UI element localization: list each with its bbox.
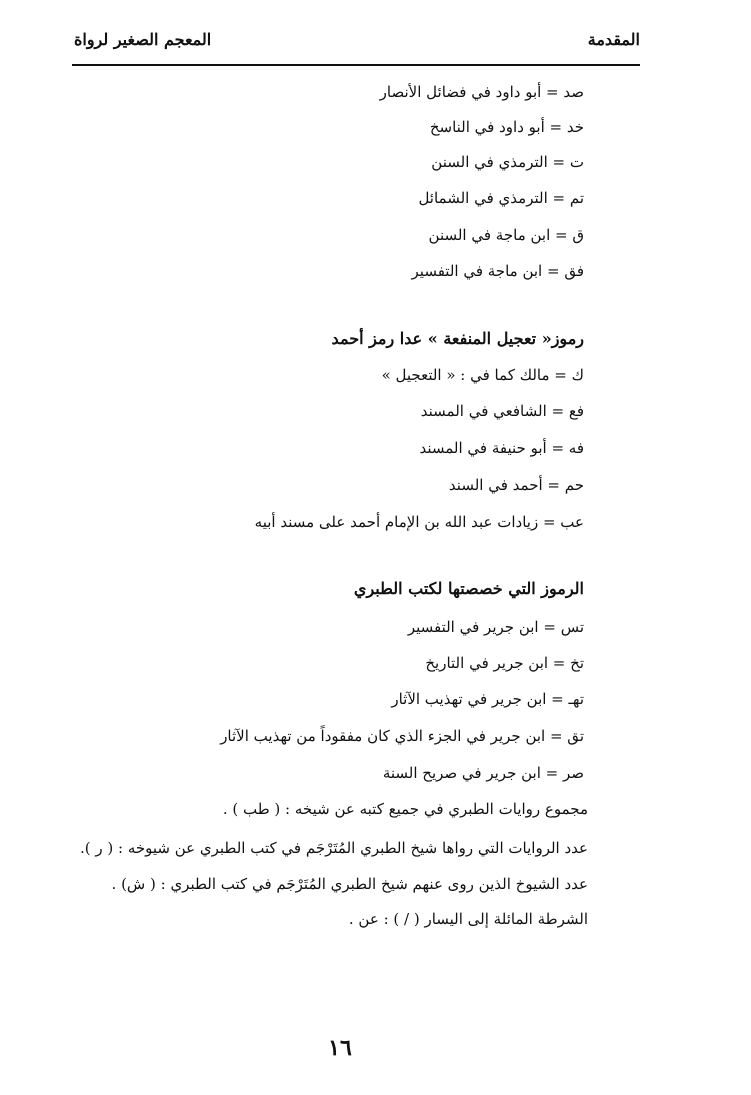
abbreviation-line: تخ = ابن جرير في التاريخ [425, 654, 584, 672]
abbreviation-line: صد = أبو داود في فضائل الأنصار [379, 83, 584, 101]
abbreviation-line: ق = ابن ماجة في السنن [428, 226, 584, 244]
abbreviation-line: تم = الترمذي في الشمائل [418, 189, 584, 207]
book-title: المعجم الصغير لرواة [74, 30, 212, 49]
abbreviation-line: عب = زيادات عبد الله بن الإمام أحمد على مسند أبيه [254, 513, 584, 531]
abbreviation-line: ت = الترمذي في السنن [431, 153, 584, 171]
section-heading: الرموز التي خصصتها لكتب الطبري [353, 579, 584, 598]
note-line: عدد الشيوخ الذين روى عنهم شيخ الطبري المُتَرْجَم في كتب الطبري : ( ش) . [111, 875, 588, 893]
abbreviation-line: خد = أبو داود في الناسخ [429, 118, 584, 136]
abbreviation-line: حم = أحمد في السند [448, 476, 584, 494]
note-line: الشرطة المائلة إلى اليسار ( / ) : عن . [348, 910, 588, 928]
abbreviation-line: تق = ابن جرير في الجزء الذي كان مفقوداً من تهذيب الآثار [220, 727, 584, 745]
header-divider [72, 64, 640, 66]
note-line: مجموع روايات الطبري في جميع كتبه عن شيخه : ( طب ) . [222, 800, 588, 818]
abbreviation-line: تهـ = ابن جرير في تهذيب الآثار [391, 690, 584, 708]
abbreviation-line: فه = أبو حنيفة في المسند [419, 439, 584, 457]
abbreviation-line: صر = ابن جرير في صريح السنة [382, 764, 584, 782]
abbreviation-line: فق = ابن ماجة في التفسير [411, 262, 584, 280]
abbreviation-line: تس = ابن جرير في التفسير [407, 618, 584, 636]
abbreviation-line: فع = الشافعي في المسند [420, 402, 584, 420]
page-number: ١٦ [328, 1035, 352, 1061]
section-title: المقدمة [587, 30, 640, 49]
note-line: عدد الروايات التي رواها شيخ الطبري المُتَرْجَم في كتب الطبري عن شيوخه : ( ر ). [79, 839, 588, 857]
running-header [72, 28, 640, 58]
abbreviation-line: ك = مالك كما في : « التعجيل » [381, 366, 584, 384]
section-heading: رموز« تعجيل المنفعة » عدا رمز أحمد [331, 329, 584, 348]
